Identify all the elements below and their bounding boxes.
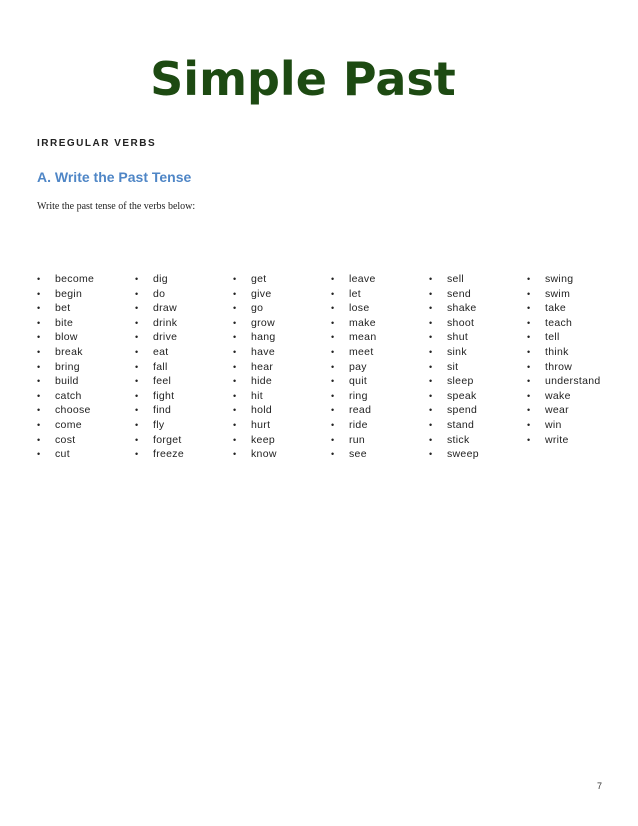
bullet-icon: • bbox=[37, 434, 41, 445]
bullet-icon: • bbox=[37, 449, 41, 460]
bullet-icon: • bbox=[331, 390, 335, 401]
bullet-icon: • bbox=[429, 361, 433, 372]
bullet-icon: • bbox=[429, 390, 433, 401]
bullet-icon: • bbox=[527, 274, 531, 284]
verb-text: forget bbox=[153, 433, 182, 446]
bullet-icon: • bbox=[233, 449, 237, 460]
bullet-icon: • bbox=[429, 317, 433, 328]
verb-text: quit bbox=[349, 375, 368, 388]
verb-text: take bbox=[545, 302, 567, 315]
verb-text: mean bbox=[349, 331, 377, 344]
verb-text: break bbox=[55, 345, 83, 358]
bullet-icon: • bbox=[331, 405, 335, 416]
verb-text: get bbox=[251, 273, 267, 285]
verb-text: know bbox=[251, 448, 277, 461]
bullet-icon: • bbox=[233, 390, 237, 401]
verb-text: have bbox=[251, 345, 275, 358]
verb-text: meet bbox=[349, 345, 374, 358]
bullet-icon: • bbox=[135, 332, 139, 343]
bullet-icon: • bbox=[135, 274, 139, 284]
bullet-icon: • bbox=[331, 274, 335, 284]
verb-text: grow bbox=[251, 316, 275, 329]
verb-text: fly bbox=[153, 418, 165, 431]
bullet-icon: • bbox=[135, 303, 139, 314]
bullet-icon: • bbox=[233, 376, 237, 387]
page-number: 7 bbox=[596, 781, 602, 791]
bullet-icon: • bbox=[37, 303, 41, 314]
bullet-icon: • bbox=[233, 346, 237, 357]
verb-text: shut bbox=[447, 331, 469, 344]
bullet-icon: • bbox=[331, 288, 335, 299]
bullet-icon: • bbox=[37, 390, 41, 401]
bullet-icon: • bbox=[233, 361, 237, 372]
verb-text: catch bbox=[55, 389, 82, 402]
bullet-icon: • bbox=[331, 303, 335, 314]
verb-text: find bbox=[153, 404, 172, 417]
bullet-icon: • bbox=[135, 405, 139, 416]
verb-text: dig bbox=[153, 273, 168, 285]
bullet-icon: • bbox=[233, 317, 237, 328]
bullet-icon: • bbox=[37, 332, 41, 343]
bullet-icon: • bbox=[527, 390, 531, 401]
bullet-icon: • bbox=[527, 332, 531, 343]
verb-grid bbox=[37, 272, 617, 472]
bullet-icon: • bbox=[37, 376, 41, 387]
verb-text: become bbox=[55, 273, 95, 285]
bullet-icon: • bbox=[233, 434, 237, 445]
bullet-icon: • bbox=[429, 419, 433, 430]
verb-text: shoot bbox=[447, 316, 475, 329]
verb-text: hide bbox=[251, 375, 273, 388]
section-label: IRREGULAR VERBS bbox=[37, 138, 157, 149]
verb-text: hear bbox=[251, 360, 274, 373]
verb-text: stand bbox=[447, 418, 475, 431]
bullet-icon: • bbox=[429, 274, 433, 284]
verb-text: write bbox=[545, 433, 569, 446]
verb-text: run bbox=[349, 433, 366, 446]
verb-text: see bbox=[349, 448, 367, 461]
bullet-icon: • bbox=[135, 449, 139, 460]
bullet-icon: • bbox=[37, 274, 41, 284]
bullet-icon: • bbox=[233, 405, 237, 416]
verb-text: feel bbox=[153, 375, 172, 388]
verb-text: let bbox=[349, 287, 361, 300]
bullet-icon: • bbox=[527, 317, 531, 328]
bullet-icon: • bbox=[429, 346, 433, 357]
verb-text: cut bbox=[55, 448, 70, 461]
verb-text: hang bbox=[251, 331, 276, 344]
bullet-icon: • bbox=[429, 434, 433, 445]
bullet-icon: • bbox=[331, 346, 335, 357]
bullet-icon: • bbox=[429, 405, 433, 416]
bullet-icon: • bbox=[527, 376, 531, 387]
bullet-icon: • bbox=[135, 317, 139, 328]
verb-text: do bbox=[153, 287, 166, 300]
bullet-icon: • bbox=[331, 332, 335, 343]
bullet-icon: • bbox=[233, 332, 237, 343]
verb-text: sleep bbox=[447, 375, 474, 388]
verb-text: ride bbox=[349, 418, 368, 431]
bullet-icon: • bbox=[135, 434, 139, 445]
verb-text: sit bbox=[447, 360, 459, 373]
verb-text: swing bbox=[545, 273, 574, 285]
bullet-icon: • bbox=[233, 419, 237, 430]
bullet-icon: • bbox=[527, 303, 531, 314]
verb-text: fight bbox=[153, 389, 175, 402]
verb-text: drink bbox=[153, 316, 178, 329]
bullet-icon: • bbox=[429, 288, 433, 299]
bullet-icon: • bbox=[527, 361, 531, 372]
verb-text: fall bbox=[153, 360, 168, 373]
bullet-icon: • bbox=[135, 361, 139, 372]
bullet-icon: • bbox=[233, 274, 237, 284]
page-title: Simple Past bbox=[150, 51, 456, 106]
exercise-instructions: Write the past tense of the verbs below: bbox=[37, 201, 196, 212]
bullet-icon: • bbox=[135, 288, 139, 299]
bullet-icon: • bbox=[331, 449, 335, 460]
bullet-icon: • bbox=[527, 405, 531, 416]
bullet-icon: • bbox=[37, 405, 41, 416]
bullet-icon: • bbox=[37, 419, 41, 430]
bullet-icon: • bbox=[429, 376, 433, 387]
verb-text: ring bbox=[349, 389, 368, 402]
verb-text: throw bbox=[545, 360, 573, 373]
verb-text: drive bbox=[153, 331, 178, 344]
verb-text: wake bbox=[545, 389, 571, 402]
verb-text: speak bbox=[447, 389, 477, 402]
bullet-icon: • bbox=[135, 346, 139, 357]
bullet-icon: • bbox=[233, 303, 237, 314]
verb-text: pay bbox=[349, 360, 367, 373]
bullet-icon: • bbox=[37, 361, 41, 372]
bullet-icon: • bbox=[527, 288, 531, 299]
verb-text: spend bbox=[447, 404, 478, 417]
bullet-icon: • bbox=[331, 434, 335, 445]
verb-text: cost bbox=[55, 433, 76, 446]
bullet-icon: • bbox=[429, 303, 433, 314]
bullet-icon: • bbox=[135, 390, 139, 401]
verb-text: lose bbox=[349, 302, 370, 315]
verb-text: blow bbox=[55, 331, 78, 344]
bullet-icon: • bbox=[429, 332, 433, 343]
verb-text: leave bbox=[349, 273, 376, 285]
verb-text: bring bbox=[55, 360, 80, 373]
verb-text: sell bbox=[447, 273, 464, 285]
bullet-icon: • bbox=[135, 376, 139, 387]
bullet-icon: • bbox=[527, 434, 531, 445]
verb-text: understand bbox=[545, 375, 601, 388]
verb-text: bet bbox=[55, 302, 71, 315]
verb-text: eat bbox=[153, 345, 169, 358]
verb-text: wear bbox=[545, 404, 569, 417]
verb-text: sweep bbox=[447, 448, 479, 461]
bullet-icon: • bbox=[37, 317, 41, 328]
verb-text: swim bbox=[545, 287, 571, 300]
bullet-icon: • bbox=[37, 346, 41, 357]
verb-text: teach bbox=[545, 316, 573, 329]
verb-text: choose bbox=[55, 404, 91, 417]
verb-text: tell bbox=[545, 331, 560, 344]
verb-text: keep bbox=[251, 433, 275, 446]
bullet-icon: • bbox=[331, 376, 335, 387]
verb-text: sink bbox=[447, 345, 467, 358]
verb-text: think bbox=[545, 345, 569, 358]
verb-text: hurt bbox=[251, 418, 271, 431]
bullet-icon: • bbox=[527, 419, 531, 430]
bullet-icon: • bbox=[37, 288, 41, 299]
bullet-icon: • bbox=[331, 317, 335, 328]
bullet-icon: • bbox=[135, 419, 139, 430]
bullet-icon: • bbox=[527, 346, 531, 357]
verb-text: come bbox=[55, 418, 82, 431]
verb-text: build bbox=[55, 375, 79, 388]
bullet-icon: • bbox=[233, 288, 237, 299]
verb-text: hit bbox=[251, 389, 263, 402]
verb-text: make bbox=[349, 316, 376, 329]
verb-text: go bbox=[251, 302, 264, 315]
verb-text: freeze bbox=[153, 448, 184, 461]
verb-text: shake bbox=[447, 302, 477, 315]
exercise-heading: A. Write the Past Tense bbox=[37, 169, 192, 185]
bullet-icon: • bbox=[331, 361, 335, 372]
bullet-icon: • bbox=[331, 419, 335, 430]
verb-text: give bbox=[251, 287, 272, 300]
verb-text: draw bbox=[153, 302, 177, 315]
verb-text: send bbox=[447, 287, 471, 300]
bullet-icon: • bbox=[429, 449, 433, 460]
verb-text: read bbox=[349, 404, 372, 417]
verb-text: hold bbox=[251, 404, 273, 417]
verb-text: stick bbox=[447, 433, 470, 446]
verb-text: win bbox=[545, 418, 562, 431]
verb-text: bite bbox=[55, 316, 74, 329]
verb-text: begin bbox=[55, 287, 83, 300]
